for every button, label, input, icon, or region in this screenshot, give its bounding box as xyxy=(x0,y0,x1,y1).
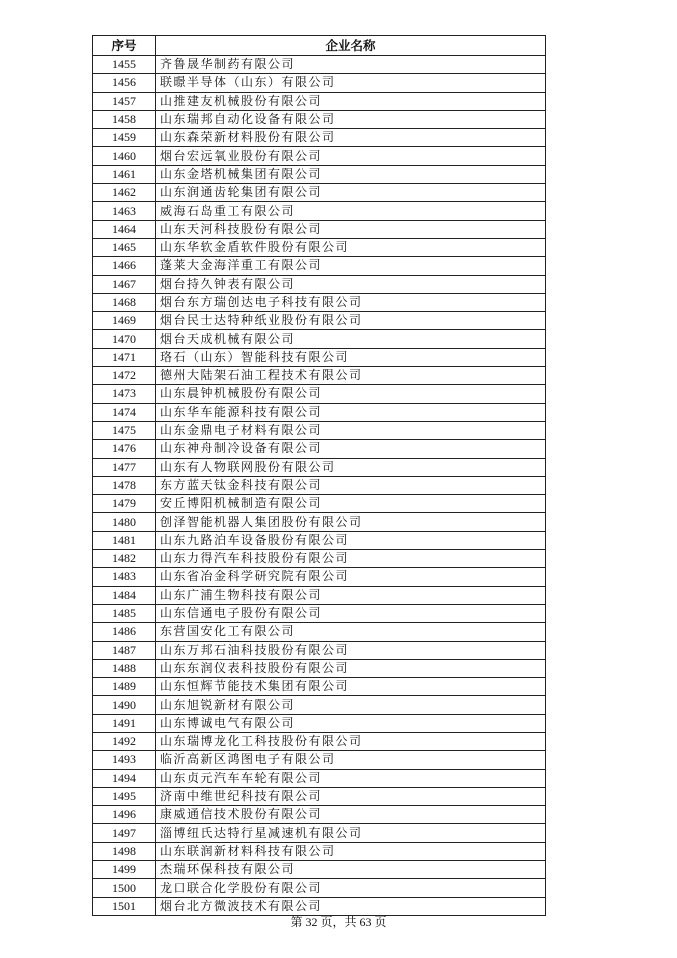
table-row xyxy=(93,623,546,641)
table-row xyxy=(93,165,546,183)
table-row xyxy=(93,275,546,293)
serial-number-cell: 1475 xyxy=(93,421,156,439)
serial-number-cell: 1457 xyxy=(93,92,156,110)
table-row xyxy=(93,495,546,513)
serial-number-cell: 1460 xyxy=(93,147,156,165)
company-name-cell: 山东联润新材料科技有限公司 xyxy=(156,842,546,860)
company-name-cell: 康威通信技术股份有限公司 xyxy=(156,806,546,824)
table-body xyxy=(93,56,546,916)
table-row xyxy=(93,714,546,732)
table-row xyxy=(93,56,546,74)
table-row xyxy=(93,531,546,549)
serial-number-cell: 1467 xyxy=(93,275,156,293)
table-row xyxy=(93,678,546,696)
company-name-cell: 山东金鼎电子材料有限公司 xyxy=(156,421,546,439)
serial-number-cell: 1488 xyxy=(93,659,156,677)
serial-number-cell: 1472 xyxy=(93,367,156,385)
serial-number-cell: 1489 xyxy=(93,678,156,696)
serial-number-cell: 1473 xyxy=(93,385,156,403)
serial-number-cell: 1481 xyxy=(93,531,156,549)
serial-number-cell: 1455 xyxy=(93,56,156,74)
serial-number-cell: 1465 xyxy=(93,238,156,256)
company-name-cell: 烟台宏远氧业股份有限公司 xyxy=(156,147,546,165)
serial-number-cell: 1494 xyxy=(93,769,156,787)
table-row xyxy=(93,458,546,476)
serial-number-cell: 1485 xyxy=(93,604,156,622)
company-name-cell: 山东力得汽车科技股份有限公司 xyxy=(156,550,546,568)
table-row xyxy=(93,440,546,458)
company-name-cell: 山东恒辉节能技术集团有限公司 xyxy=(156,678,546,696)
company-list-table-container xyxy=(92,35,546,916)
table-row xyxy=(93,147,546,165)
table-row xyxy=(93,550,546,568)
table-row xyxy=(93,604,546,622)
table-header-row xyxy=(93,36,546,56)
table-row xyxy=(93,513,546,531)
table-row xyxy=(93,129,546,147)
page-footer: 第 32 页，共 63 页 xyxy=(290,915,387,929)
table-row xyxy=(93,330,546,348)
company-name-cell: 烟台持久钟表有限公司 xyxy=(156,275,546,293)
table-row xyxy=(93,257,546,275)
serial-number-cell: 1497 xyxy=(93,824,156,842)
table-row xyxy=(93,421,546,439)
company-name-cell: 创泽智能机器人集团股份有限公司 xyxy=(156,513,546,531)
company-name-cell: 蓬莱大金海洋重工有限公司 xyxy=(156,257,546,275)
serial-number-cell: 1461 xyxy=(93,165,156,183)
serial-number-cell: 1496 xyxy=(93,806,156,824)
serial-number-cell: 1501 xyxy=(93,897,156,915)
serial-number-cell: 1478 xyxy=(93,476,156,494)
company-name-cell: 联暻半导体（山东）有限公司 xyxy=(156,74,546,92)
serial-number-cell: 1499 xyxy=(93,861,156,879)
serial-number-cell: 1493 xyxy=(93,751,156,769)
company-name-cell: 威海石岛重工有限公司 xyxy=(156,202,546,220)
serial-number-cell: 1458 xyxy=(93,110,156,128)
table-row xyxy=(93,586,546,604)
serial-number-cell: 1483 xyxy=(93,568,156,586)
company-name-cell: 山东华车能源科技有限公司 xyxy=(156,403,546,421)
company-name-cell: 山东天河科技股份有限公司 xyxy=(156,220,546,238)
serial-number-cell: 1487 xyxy=(93,641,156,659)
serial-number-cell: 1495 xyxy=(93,787,156,805)
company-name-cell: 山东森荣新材料股份有限公司 xyxy=(156,129,546,147)
serial-number-cell: 1459 xyxy=(93,129,156,147)
serial-number-cell: 1490 xyxy=(93,696,156,714)
table-row xyxy=(93,202,546,220)
table-row xyxy=(93,842,546,860)
header-serial-number: 序号 xyxy=(93,36,156,56)
table-row xyxy=(93,787,546,805)
serial-number-cell: 1498 xyxy=(93,842,156,860)
serial-number-cell: 1471 xyxy=(93,348,156,366)
serial-number-cell: 1477 xyxy=(93,458,156,476)
company-name-cell: 山东金塔机械集团有限公司 xyxy=(156,165,546,183)
company-name-cell: 山东广浦生物科技有限公司 xyxy=(156,586,546,604)
company-name-cell: 淄博纽氏达特行星减速机有限公司 xyxy=(156,824,546,842)
serial-number-cell: 1484 xyxy=(93,586,156,604)
table-row xyxy=(93,879,546,897)
company-name-cell: 烟台天成机械有限公司 xyxy=(156,330,546,348)
table-row xyxy=(93,293,546,311)
company-name-cell: 山东旭锐新材有限公司 xyxy=(156,696,546,714)
company-name-cell: 烟台东方瑞创达电子科技有限公司 xyxy=(156,293,546,311)
company-name-cell: 山东润通齿轮集团有限公司 xyxy=(156,184,546,202)
table-row xyxy=(93,696,546,714)
company-name-cell: 山东省冶金科学研究院有限公司 xyxy=(156,568,546,586)
serial-number-cell: 1463 xyxy=(93,202,156,220)
company-name-cell: 山东瑞邦自动化设备有限公司 xyxy=(156,110,546,128)
serial-number-cell: 1462 xyxy=(93,184,156,202)
company-name-cell: 山东有人物联网股份有限公司 xyxy=(156,458,546,476)
company-name-cell: 山东瑞博龙化工科技股份有限公司 xyxy=(156,732,546,750)
table-row xyxy=(93,385,546,403)
table-row xyxy=(93,74,546,92)
serial-number-cell: 1456 xyxy=(93,74,156,92)
company-name-cell: 山东信通电子股份有限公司 xyxy=(156,604,546,622)
company-name-cell: 珞石（山东）智能科技有限公司 xyxy=(156,348,546,366)
serial-number-cell: 1464 xyxy=(93,220,156,238)
table-row xyxy=(93,824,546,842)
table-row xyxy=(93,403,546,421)
table-row xyxy=(93,184,546,202)
table-row xyxy=(93,861,546,879)
company-name-cell: 烟台民士达特种纸业股份有限公司 xyxy=(156,312,546,330)
company-name-cell: 烟台北方微波技术有限公司 xyxy=(156,897,546,915)
table-row xyxy=(93,238,546,256)
company-name-cell: 杰瑞环保科技有限公司 xyxy=(156,861,546,879)
company-name-cell: 山东晨钟机械股份有限公司 xyxy=(156,385,546,403)
company-name-cell: 山东万邦石油科技股份有限公司 xyxy=(156,641,546,659)
serial-number-cell: 1486 xyxy=(93,623,156,641)
company-name-cell: 山东东润仪表科技股份有限公司 xyxy=(156,659,546,677)
serial-number-cell: 1468 xyxy=(93,293,156,311)
table-row xyxy=(93,476,546,494)
company-name-cell: 山东神舟制冷设备有限公司 xyxy=(156,440,546,458)
serial-number-cell: 1492 xyxy=(93,732,156,750)
serial-number-cell: 1470 xyxy=(93,330,156,348)
serial-number-cell: 1474 xyxy=(93,403,156,421)
company-name-cell: 山东华软金盾软件股份有限公司 xyxy=(156,238,546,256)
company-name-cell: 东营国安化工有限公司 xyxy=(156,623,546,641)
table-row xyxy=(93,769,546,787)
table-row xyxy=(93,732,546,750)
serial-number-cell: 1476 xyxy=(93,440,156,458)
table-row xyxy=(93,220,546,238)
serial-number-cell: 1466 xyxy=(93,257,156,275)
header-company-name: 企业名称 xyxy=(156,36,546,56)
serial-number-cell: 1482 xyxy=(93,550,156,568)
table-row xyxy=(93,659,546,677)
serial-number-cell: 1480 xyxy=(93,513,156,531)
table-row xyxy=(93,348,546,366)
company-name-cell: 东方蓝天钛金科技有限公司 xyxy=(156,476,546,494)
company-name-cell: 龙口联合化学股份有限公司 xyxy=(156,879,546,897)
table-row xyxy=(93,367,546,385)
table-row xyxy=(93,312,546,330)
company-name-cell: 山推建友机械股份有限公司 xyxy=(156,92,546,110)
table-row xyxy=(93,751,546,769)
table-row xyxy=(93,806,546,824)
company-name-cell: 山东贞元汽车车轮有限公司 xyxy=(156,769,546,787)
company-name-cell: 临沂高新区鸿图电子有限公司 xyxy=(156,751,546,769)
company-name-cell: 济南中维世纪科技有限公司 xyxy=(156,787,546,805)
table-row xyxy=(93,110,546,128)
serial-number-cell: 1469 xyxy=(93,312,156,330)
serial-number-cell: 1479 xyxy=(93,495,156,513)
company-list-table xyxy=(92,35,546,916)
company-name-cell: 德州大陆架石油工程技术有限公司 xyxy=(156,367,546,385)
serial-number-cell: 1491 xyxy=(93,714,156,732)
table-row xyxy=(93,92,546,110)
company-name-cell: 安丘博阳机械制造有限公司 xyxy=(156,495,546,513)
table-row xyxy=(93,568,546,586)
company-name-cell: 齐鲁晟华制药有限公司 xyxy=(156,56,546,74)
serial-number-cell: 1500 xyxy=(93,879,156,897)
company-name-cell: 山东博诚电气有限公司 xyxy=(156,714,546,732)
company-name-cell: 山东九路泊车设备股份有限公司 xyxy=(156,531,546,549)
table-row xyxy=(93,641,546,659)
